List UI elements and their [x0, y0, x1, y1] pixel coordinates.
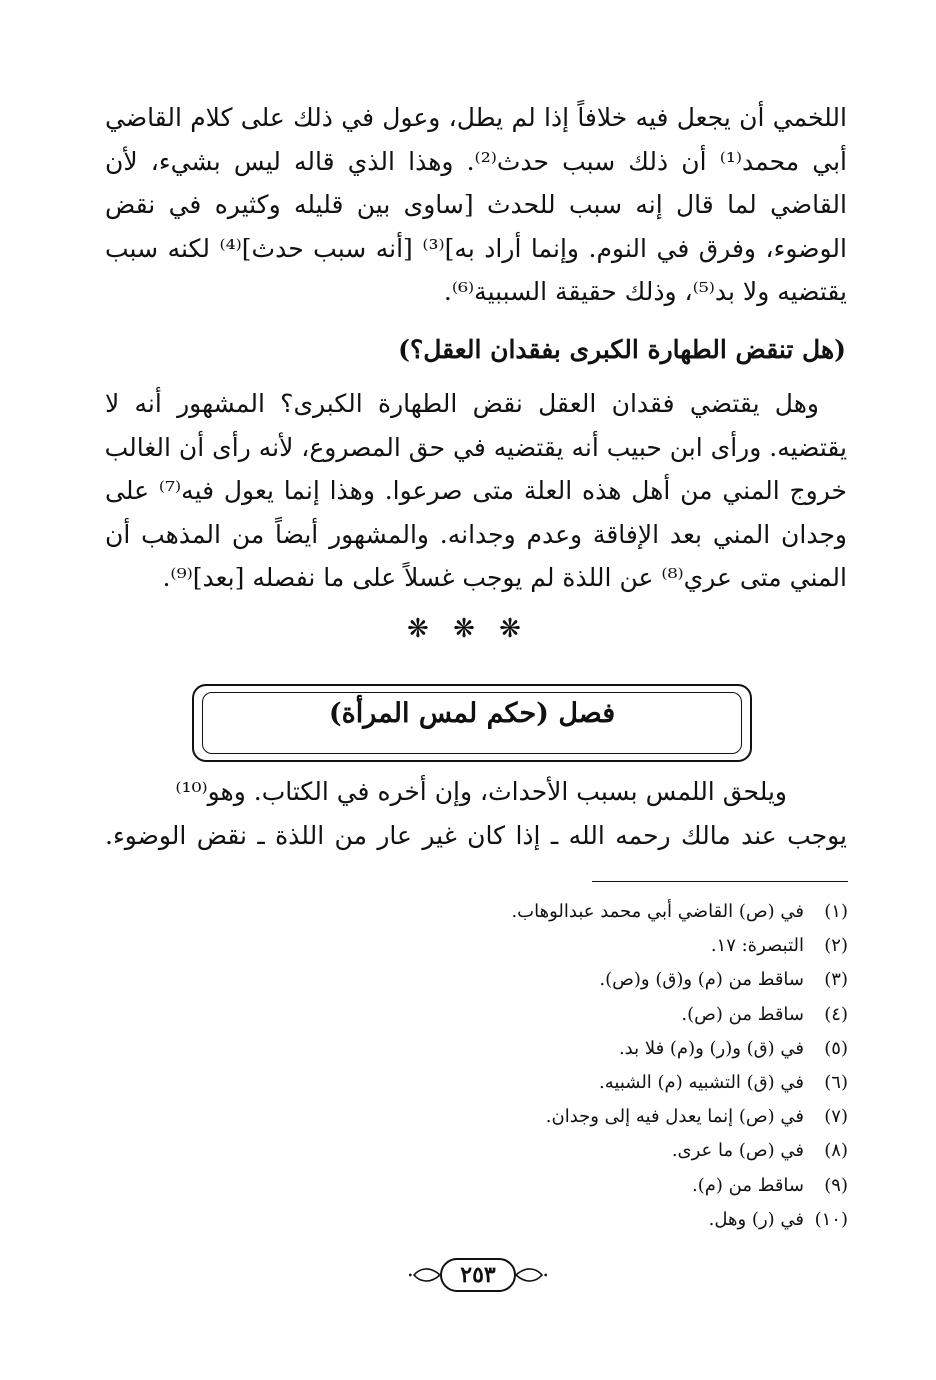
footnote-number: (١) [824, 901, 848, 922]
page-number: ٢٥٣ [460, 1262, 496, 1288]
section-separator: ❋ ❋ ❋ [407, 614, 529, 644]
footnote-text: ساقط من (ص). [681, 1003, 804, 1025]
text-line: وجدان المني بعد الإفاقة وعدم وجدانه. والمشهور أيضاً من المذهب أن [105, 519, 848, 549]
text-line: المني متى عري⁽⁸⁾ عن اللذة لم يوجب غسلاً على ما نفصله [بعد]⁽⁹⁾. [162, 563, 847, 592]
text-line: خروج المني من أهل هذه العلة متى صرعوا. وهذا إنما يعول فيه⁽⁷⁾ على [105, 476, 848, 505]
footnote-number: (٩) [824, 1174, 848, 1196]
footnote-item [248, 1169, 848, 1203]
footnote-number: (٥) [824, 1037, 848, 1059]
footnote-text: في (ص) القاضي أبي محمد عبدالوهاب. [511, 901, 804, 922]
footnote-number: (١٠) [814, 1208, 848, 1230]
footnote-text: التبصرة: ١٧. [710, 935, 804, 957]
paragraph-continuation [105, 96, 847, 314]
footnote-text: في (ق) التشبيه (م) الشبيه. [599, 1071, 804, 1093]
text-line: يوجب عند مالك رحمه الله ـ إذا كان غير عار من اللذة ـ نقض الوضوء. [105, 820, 847, 850]
footnote-number: (٣) [824, 969, 848, 991]
text-line: ويلحق اللمس بسبب الأحداث، وإن أخره في الكتاب. وهو⁽¹⁰⁾ [175, 777, 787, 806]
footnote-number: (٢) [824, 935, 848, 957]
footnote-text: في (ر) وهل. [708, 1208, 804, 1230]
text-line: أبي محمد⁽¹⁾ أن ذلك سبب حدث⁽²⁾. وهذا الذي قاله ليس بشيء، لأن [105, 146, 848, 176]
text-line: القاضي لما قال إنه سبب للحدث [ساوى بين قليله وكثيره في نقض [105, 190, 847, 219]
footnote-item [248, 1100, 848, 1134]
text-line: الوضوء، وفرق في النوم. وإنما أراد به]⁽³⁾ [أنه سبب حدث]⁽⁴⁾ لكنه سبب [105, 233, 847, 263]
footnote-item [248, 963, 848, 997]
footnote-item [248, 1134, 848, 1168]
footnote-item [248, 929, 848, 963]
footnote-text: في (ص) ما عرى. [671, 1140, 804, 1162]
footnotes [248, 895, 848, 1237]
footnote-item [248, 895, 848, 929]
section-heading: (هل تنقض الطهارة الكبرى بفقدان العقل؟) [398, 335, 846, 364]
paragraph-major-purity [105, 382, 847, 600]
footnote-number: (٧) [824, 1106, 848, 1128]
text-line: اللخمي أن يجعل فيه خلافاً إذا لم يطل، وعول في ذلك على كلام القاضي [105, 103, 847, 132]
footnote-text: في (ص) إنما يعدل فيه إلى وجدان. [545, 1106, 804, 1128]
page-number-ornament [408, 1256, 548, 1296]
footnote-number: (٦) [824, 1071, 848, 1093]
footnote-item [248, 998, 848, 1032]
footnote-item [248, 1032, 848, 1066]
chapter-title: فصل (حكم لمس المرأة) [328, 698, 616, 729]
footnote-item [248, 1203, 848, 1237]
text-line: يقتضيه ولا بد⁽⁵⁾، وذلك حقيقة السببية⁽⁶⁾. [443, 277, 847, 306]
footnote-item [248, 1066, 848, 1100]
text-line: يقتضيه. ورأى ابن حبيب أنه يقتضيه في حق المصروع، لأنه رأى أن الغالب [104, 432, 847, 462]
footnote-number: (٤) [824, 1003, 848, 1025]
paragraph-touching [105, 770, 847, 857]
footnote-text: ساقط من (م). [692, 1174, 804, 1196]
footnote-text: ساقط من (م) و(ق) و(ص). [599, 969, 804, 991]
footnote-text: في (ق) و(ر) و(م) فلا بد. [618, 1037, 804, 1059]
chapter-title-frame [192, 684, 752, 762]
footnote-number: (٨) [824, 1140, 848, 1162]
text-line: وهل يقتضي فقدان العقل نقض الطهارة الكبرى؟ المشهور أنه لا [105, 389, 819, 418]
footnote-divider [592, 881, 848, 882]
